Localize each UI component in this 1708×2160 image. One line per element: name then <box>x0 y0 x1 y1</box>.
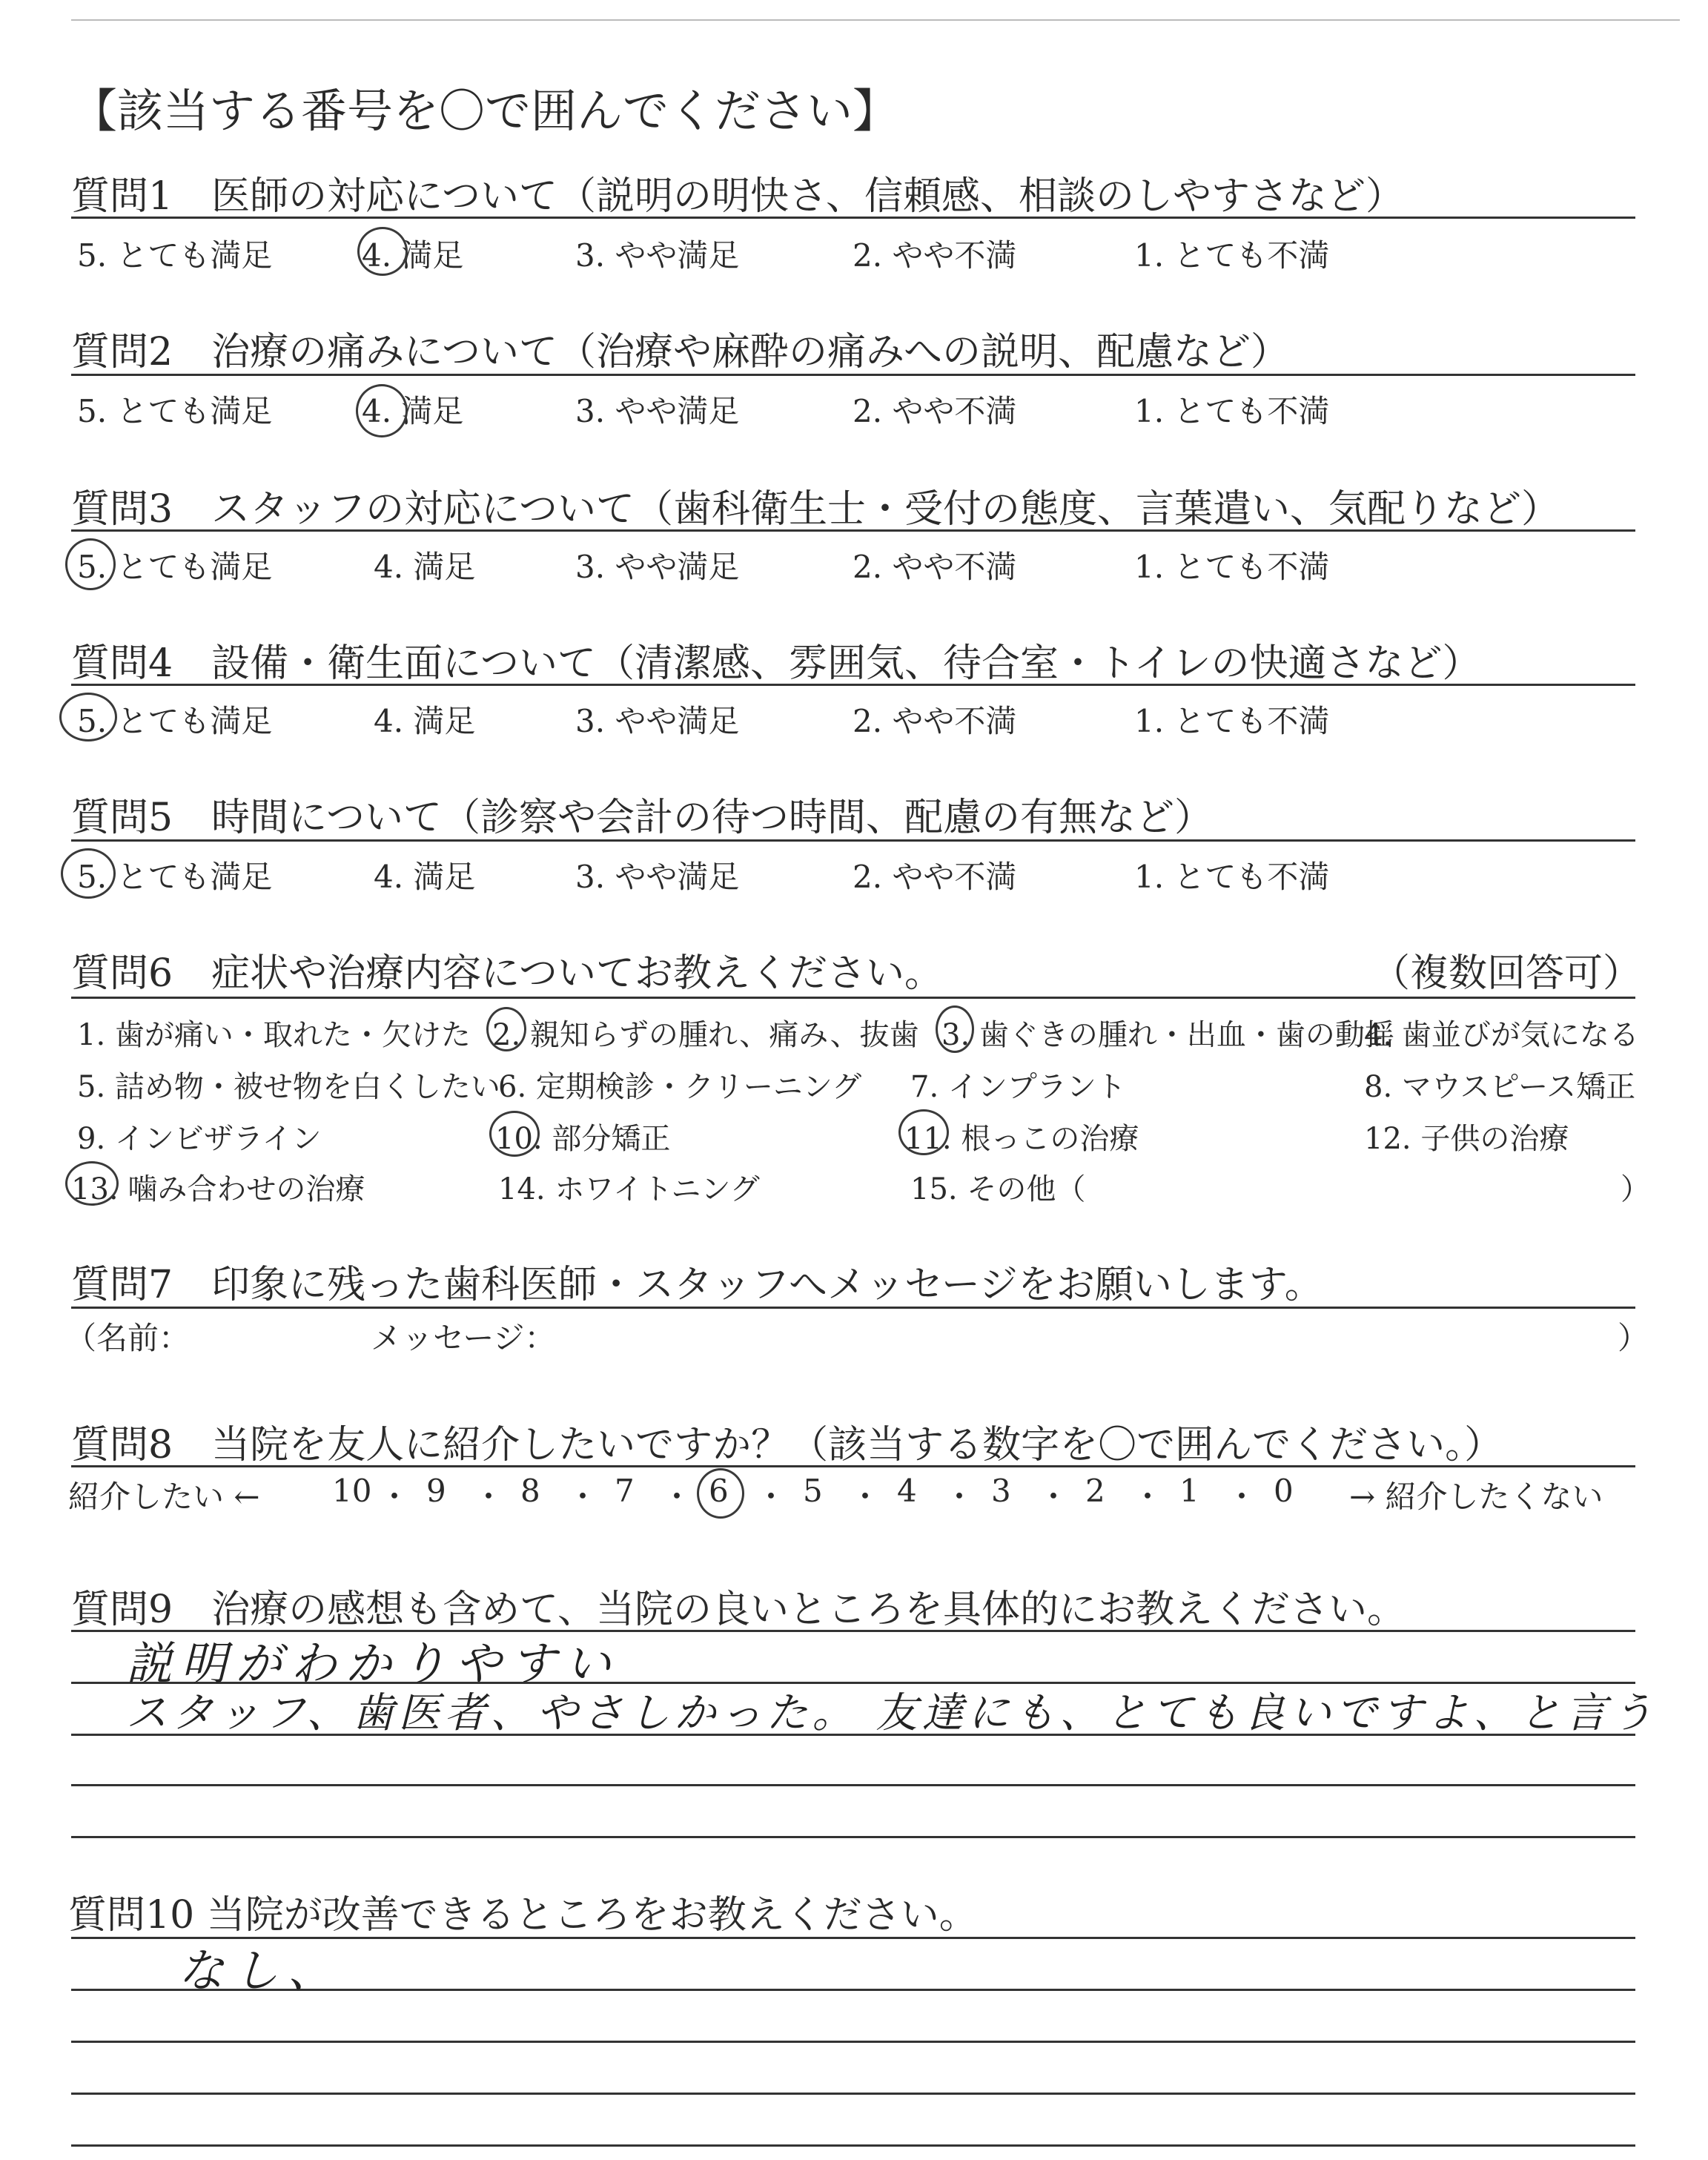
q2-option-3[interactable]: 3. やや満足 <box>575 393 740 429</box>
q2-option-5[interactable]: 5. とても満足 <box>77 393 273 429</box>
q8-scale-separator: ・ <box>661 1479 693 1515</box>
q2-option-1[interactable]: 1. とても不満 <box>1134 393 1330 429</box>
q6-option-3[interactable]: 3. 歯ぐきの腫れ・出血・歯の動揺 <box>941 1018 1394 1052</box>
q6-option-12[interactable]: 12. 子供の治療 <box>1364 1122 1569 1156</box>
q8-scale-value-7[interactable]: 7 <box>615 1473 635 1509</box>
q9-answer-line-2: スタッフ、歯医者、やさしかった。 友達にも、とても良いですよ、と言う <box>126 1689 1658 1737</box>
q3-option-2[interactable]: 2. やや不満 <box>853 549 1017 585</box>
q4-selection-circle <box>59 693 117 742</box>
q5-rule <box>71 839 1635 842</box>
q9-heading: 質問9 治療の感想も含めて、当院の良いところを具体的にお教えください。 <box>71 1588 1406 1632</box>
q4-option-4[interactable]: 4. 満足 <box>374 703 476 739</box>
q10-heading: 質問10 当院が改善できるところをお教えください。 <box>68 1893 978 1938</box>
q7-rule <box>71 1307 1635 1309</box>
q6-option-4[interactable]: 4. 歯並びが気になる <box>1364 1018 1639 1052</box>
q4-option-2[interactable]: 2. やや不満 <box>853 703 1017 739</box>
q6-option-7[interactable]: 7. インプラント <box>910 1070 1126 1104</box>
q2-option-2[interactable]: 2. やや不満 <box>853 393 1017 429</box>
q3-option-5[interactable]: 5. とても満足 <box>77 549 273 585</box>
q5-option-5[interactable]: 5. とても満足 <box>77 859 273 895</box>
q5-option-2[interactable]: 2. やや不満 <box>853 859 1017 895</box>
q6-option-8[interactable]: 8. マウスピース矯正 <box>1364 1070 1636 1104</box>
q8-scale-separator: ・ <box>755 1479 787 1515</box>
q8-scale-separator: ・ <box>379 1479 411 1515</box>
q8-scale-value-10[interactable]: 10 <box>332 1473 372 1509</box>
q6-option-5[interactable]: 5. 詰め物・被せ物を白くしたい <box>77 1070 500 1104</box>
q8-heading: 質問8 当院を友人に紹介したいですか？（該当する数字を〇で囲んでください。） <box>71 1423 1503 1467</box>
q8-scale-value-4[interactable]: 4 <box>897 1473 917 1509</box>
q6-circle-2 <box>486 1007 526 1051</box>
q3-option-1[interactable]: 1. とても不満 <box>1134 549 1330 585</box>
q4-heading: 質問4 設備・衛生面について（清潔感、雰囲気、待合室・トイレの快適さなど） <box>71 641 1481 686</box>
q8-scale-separator: ・ <box>567 1479 599 1515</box>
q8-scale-value-6[interactable]: 6 <box>709 1473 729 1509</box>
q6-other-close: ） <box>1621 1172 1650 1206</box>
q1-option-2[interactable]: 2. やや不満 <box>853 237 1017 274</box>
q3-heading: 質問3 スタッフの対応について（歯科衛生士・受付の態度、言葉遣い、気配りなど） <box>71 487 1560 532</box>
q8-left-label: 紹介したい ← <box>68 1479 260 1515</box>
q8-scale-separator: ・ <box>1132 1479 1164 1515</box>
q6-option-11[interactable]: 11. 根っこの治療 <box>904 1122 1139 1156</box>
q4-option-5[interactable]: 5. とても満足 <box>77 703 273 739</box>
q1-heading: 質問1 医師の対応について（説明の明快さ、信頼感、相談のしやすさなど） <box>71 174 1404 219</box>
q8-scale-value-1[interactable]: 1 <box>1179 1473 1199 1509</box>
q8-scale-separator: ・ <box>850 1479 881 1515</box>
q3-rule <box>71 529 1635 532</box>
q4-option-3[interactable]: 3. やや満足 <box>575 703 740 739</box>
q10-rule-3 <box>71 2041 1635 2043</box>
q6-circle-11 <box>898 1109 949 1155</box>
q5-option-3[interactable]: 3. やや満足 <box>575 859 740 895</box>
q8-scale-value-3[interactable]: 3 <box>991 1473 1011 1509</box>
q8-scale-separator: ・ <box>1226 1479 1258 1515</box>
q8-scale-separator: ・ <box>944 1479 976 1515</box>
q4-option-1[interactable]: 1. とても不満 <box>1134 703 1330 739</box>
q6-option-2[interactable]: 2. 親知らずの腫れ、痛み、抜歯 <box>492 1018 919 1052</box>
q2-heading: 質問2 治療の痛みについて（治療や麻酔の痛みへの説明、配慮など） <box>71 330 1290 374</box>
q6-option-10[interactable]: 10. 部分矯正 <box>495 1122 671 1156</box>
q9-answer-line-1: 説明がわかりやすい <box>126 1636 620 1691</box>
q7-heading: 質問7 印象に残った歯科医師・スタッフへメッセージをお願いします。 <box>71 1263 1323 1307</box>
q7-message-label: メッセージ： <box>371 1320 556 1356</box>
q6-circle-3 <box>936 1005 974 1053</box>
q5-heading: 質問5 時間について（診察や会計の待つ時間、配慮の有無など） <box>71 796 1214 840</box>
q8-scale-value-9[interactable]: 9 <box>426 1473 446 1509</box>
form-title: 【該当する番号を〇で囲んでください】 <box>71 84 899 138</box>
q6-option-1[interactable]: 1. 歯が痛い・取れた・欠けた <box>77 1018 471 1052</box>
q6-multiple-note: （複数回答可） <box>1371 951 1642 996</box>
q1-option-3[interactable]: 3. やや満足 <box>575 237 740 274</box>
q9-rule-5 <box>71 1836 1635 1838</box>
q8-scale-value-5[interactable]: 5 <box>803 1473 823 1509</box>
q1-rule <box>71 217 1635 219</box>
q10-rule-4 <box>71 2093 1635 2095</box>
q2-option-4[interactable]: 4. 満足 <box>362 393 464 429</box>
q8-scale-separator: ・ <box>1038 1479 1070 1515</box>
q10-rule-5 <box>71 2144 1635 2147</box>
q6-option-14[interactable]: 14. ホワイトニング <box>498 1172 760 1206</box>
q5-selection-circle <box>61 848 116 899</box>
q10-answer-line-1: なし、 <box>178 1943 343 1998</box>
q6-option-15-other[interactable]: 15. その他（ <box>910 1172 1086 1206</box>
q9-rule-4 <box>71 1784 1635 1786</box>
q8-scale-value-0[interactable]: 0 <box>1274 1473 1294 1509</box>
q6-circle-10 <box>489 1111 540 1157</box>
q6-rule <box>71 997 1635 999</box>
q3-selection-circle <box>65 538 116 590</box>
q8-scale-value-8[interactable]: 8 <box>520 1473 540 1509</box>
q4-rule <box>71 684 1635 686</box>
q3-option-3[interactable]: 3. やや満足 <box>575 549 740 585</box>
q6-circle-13 <box>65 1161 119 1206</box>
q7-close: ） <box>1618 1320 1649 1356</box>
q6-heading: 質問6 症状や治療内容についてお教えください。 <box>71 951 944 996</box>
q8-right-label: → 紹介したくない <box>1349 1479 1603 1515</box>
q6-option-9[interactable]: 9. インビザライン <box>77 1122 322 1156</box>
q8-scale-value-2[interactable]: 2 <box>1085 1473 1105 1509</box>
q3-option-4[interactable]: 4. 満足 <box>374 549 476 585</box>
q7-name-label: （名前： <box>65 1320 191 1356</box>
q1-option-4[interactable]: 4. 満足 <box>362 237 464 274</box>
q5-option-1[interactable]: 1. とても不満 <box>1134 859 1330 895</box>
q8-rule <box>71 1465 1635 1467</box>
q1-option-5[interactable]: 5. とても満足 <box>77 237 273 274</box>
q8-scale-separator: ・ <box>473 1479 505 1515</box>
q1-option-1[interactable]: 1. とても不満 <box>1134 237 1330 274</box>
q1-selection-circle <box>357 227 408 276</box>
q2-selection-circle <box>356 384 408 437</box>
q6-option-6[interactable]: 6. 定期検診・クリーニング <box>498 1070 862 1104</box>
q2-rule <box>71 374 1635 376</box>
top-edge-line <box>71 19 1680 21</box>
q8-selection-circle <box>697 1468 744 1519</box>
q6-option-13[interactable]: 13. 噛み合わせの治療 <box>71 1172 365 1206</box>
q5-option-4[interactable]: 4. 満足 <box>374 859 476 895</box>
